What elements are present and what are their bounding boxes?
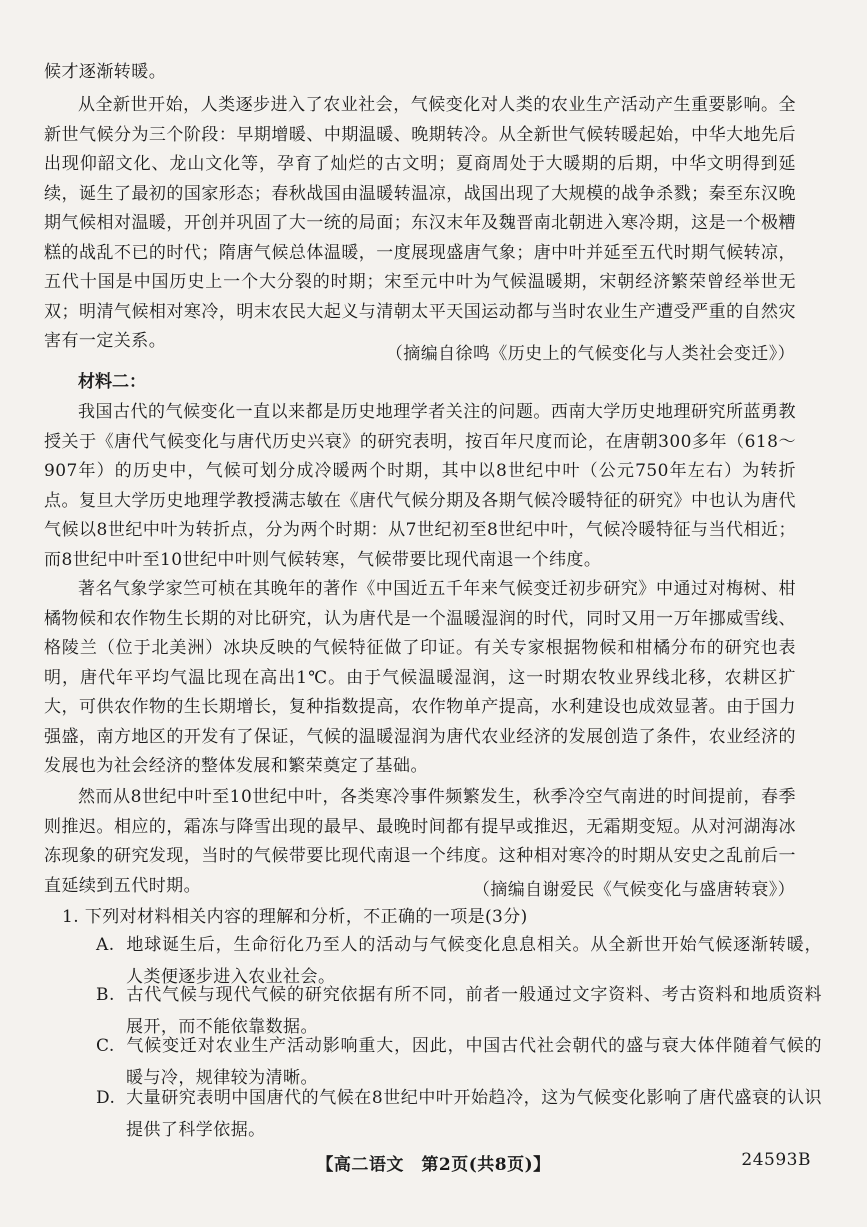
- source-citation-material2: （摘编自谢爱民《气候变化与盛唐转衰》）: [472, 880, 795, 900]
- footer-exam-code: 24593B: [741, 1150, 811, 1170]
- source-citation-material1: （摘编自徐鸣《历史上的气候变化与人类社会变迁》）: [385, 344, 795, 364]
- option-key: C.: [96, 1036, 115, 1056]
- option-text: 古代气候与现代气候的研究依据有所不同，前者一般通过文字资料、考古资料和地质资料展开，而不能依靠数据。: [126, 985, 822, 1037]
- paragraph-material2-2: 著名气象学家竺可桢在其晚年的著作《中国近五千年来气候变迁初步研究》中通过对梅树、柑橘物候和农作物生长期的对比研究，认为唐代是一个温暖湿润的时代，同时又用一万年挪威雪线、格陵兰（位于北美洲）冰块反映的气候特征做了印证。有关专家根据物候和柑橘分布的研究也表明，唐代年平均气温比现在高出1℃。由于气候温暖湿润，这一时期农牧业界线北移，农耕区扩大，可供农作物的生长期增长，复种指数提高，农作物单产提高，水利建设也成效显著。由于国力强盛，南方地区的开发有了保证，气候的温暖湿润为唐代农业经济的发展创造了条件，农业经济的发展也为社会经济的整体发展和繁荣奠定了基础。: [44, 579, 796, 776]
- paragraph-material1: 从全新世开始，人类逐步进入了农业社会，气候变化对人类的农业生产活动产生重要影响。全新世气候分为三个阶段：早期增暖、中期温暖、晚期转冷。从全新世气候转暖起始，中华大地先后出现仰韶文化、龙山文化等，孕育了灿烂的古文明；夏商周处于大暖期的后期，中华文明得到延续，诞生了最初的国家形态；春秋战国由温暖转温凉，战国出现了大规模的战争杀戮；秦至东汉晚期气候相对温暖，开创并巩固了大一统的局面；东汉末年及魏晋南北朝进入寒冷期，这是一个极糟糕的战乱不已的时代；隋唐气候总体温暖，一度展现盛唐气象；唐中叶并延至五代时期气候转凉，五代十国是中国历史上一个大分裂的时期；宋至元中叶为气候温暖期，宋朝经济繁荣曾经举世无双；明清气候相对寒冷，明末农民大起义与清朝太平天国运动都与当时农业生产遭受严重的自然灾害有一定关系。: [44, 95, 796, 351]
- option-text: 气候变迁对农业生产活动影响重大，因此，中国古代社会朝代的盛与衰大体伴随着气候的暖与冷，规律较为清晰。: [126, 1036, 822, 1088]
- question-stem: 1. 下列对材料相关内容的理解和分析，不正确的一项是(3分): [62, 907, 528, 927]
- option-text: 地球诞生后，生命衍化乃至人的活动与气候变化息息相关。从全新世开始气候逐渐转暖，人类便逐步进入农业社会。: [126, 935, 822, 987]
- option-key: D.: [96, 1088, 116, 1108]
- option-d: [96, 1083, 822, 1146]
- footer-page-info: 【高二语文 第2页(共8页)】: [316, 1155, 551, 1175]
- page-footer: [0, 1150, 867, 1180]
- paragraph-material2-1: 我国古代的气候变化一直以来都是历史地理学者关注的问题。西南大学历史地理研究所蓝勇教授关于《唐代气候变化与唐代历史兴衰》的研究表明，按百年尺度而论，在唐朝300多年（618～907年）的历史中，气候可划分成冷暖两个时期，其中以8世纪中叶（公元750年左右）为转折点。复旦大学历史地理学教授满志敏在《唐代气候分期及各期气候冷暖特征的研究》中也认为唐代气候以8世纪中叶为转折点，分为两个时期：从7世纪初至8世纪中叶，气候冷暖特征与当代相近；而8世纪中叶至10世纪中叶则气候转寒，气候带要比现代南退一个纬度。: [44, 402, 796, 570]
- paragraph-continued: 候才逐渐转暖。: [44, 62, 167, 82]
- option-text: 大量研究表明中国唐代的气候在8世纪中叶开始趋冷，这为气候变化影响了唐代盛衰的认识提供了科学依据。: [126, 1088, 822, 1140]
- option-key: B.: [96, 985, 115, 1005]
- option-key: A.: [96, 935, 115, 955]
- paragraph-material2-3: 然而从8世纪中叶至10世纪中叶，各类寒冷事件频繁发生，秋季冷空气南进的时间提前，春季则推迟。相应的，霜冻与降雪出现的最早、最晚时间都有提早或推迟，无霜期变短。从对河湖海冰冻现象的研究发现，当时的气候带要比现代南退一个纬度。这种相对寒冷的时期从安史之乱前后一直延续到五代时期。: [44, 787, 796, 896]
- material2-label: 材料二：: [78, 372, 146, 392]
